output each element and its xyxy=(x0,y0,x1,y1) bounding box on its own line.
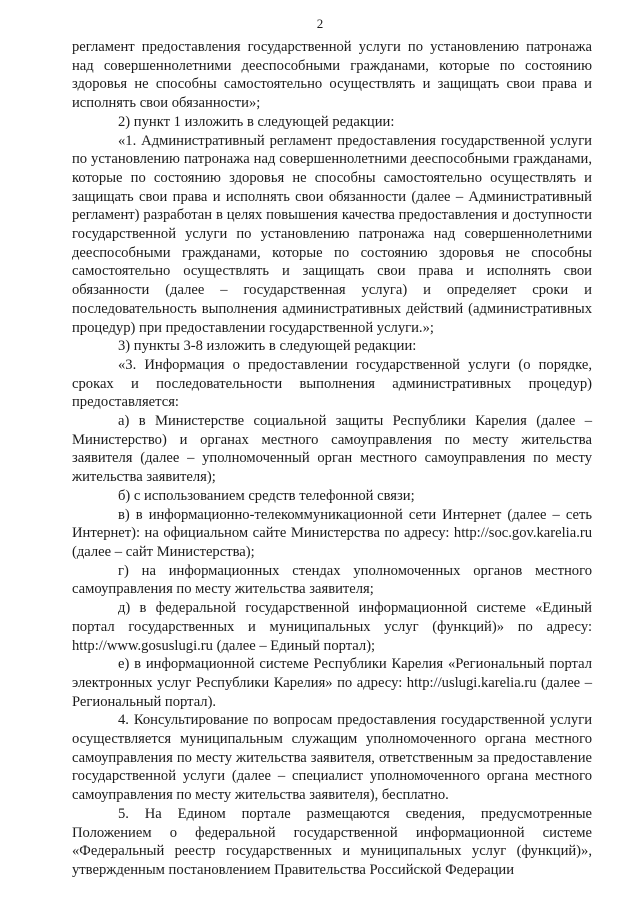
paragraph-item-2-heading: 2) пункт 1 изложить в следующей редакции: xyxy=(118,113,395,130)
paragraph-clause-5: 5. На Едином портале размещаются сведения, предусмотренные Положением о федеральной государственной информационной системе «Федеральный реестр государственных и муниципальных услуг (функций)», утвержденным постановлением Правительства Российской Федерации xyxy=(72,805,592,878)
paragraph-subitem-v: в) в информационно-телекоммуникационной сети Интернет (далее – сеть Интернет): на официальном сайте Министерства по адресу: http://soc.gov.karelia.ru (далее – сайт Министерства); xyxy=(72,506,592,560)
document-body xyxy=(72,38,592,880)
paragraph-clause-4: 4. Консультирование по вопросам предоставления государственной услуги осуществляется муниципальным служащим уполномоченного органа местного самоуправления по месту жительства заявителя, ответственным за предоставление государственной услуги (далее – специалист уполномоченного органа местного самоуправления по месту жительства заявителя), бесплатно. xyxy=(72,712,592,804)
paragraph-subitem-d: д) в федеральной государственной информационной системе «Единый портал государственных и муниципальных услуг (функций)» по адресу: http://www.gosuslugi.ru (далее – Единый портал); xyxy=(72,600,592,654)
page-number: 2 xyxy=(316,16,324,31)
paragraph-item-3-heading: 3) пункты 3-8 изложить в следующей редакции: xyxy=(118,338,417,355)
paragraph-subitem-g: г) на информационных стендах уполномоченных органов местного самоуправления по месту жительства заявителя; xyxy=(72,562,592,598)
paragraph-subitem-e: е) в информационной системе Республики Карелия «Региональный портал электронных услуг Республики Карелия» по адресу: http://uslugi.karelia.ru (далее – Региональный портал). xyxy=(72,656,592,710)
paragraph-subitem-b: б) с использованием средств телефонной связи; xyxy=(118,487,415,504)
paragraph-subitem-a: а) в Министерстве социальной защиты Республики Карелия (далее – Министерство) и органах местного самоуправления по месту жительства заявителя (далее – уполномоченный орган местного самоуправления по месту жительства заявителя); xyxy=(72,413,592,486)
paragraph-clause-3: «3. Информация о предоставлении государственной услуги (о порядке, сроках и последовательности выполнения административных процедур) предоставляется: xyxy=(72,356,592,411)
paragraph-clause-1: «1. Административный регламент предоставления государственной услуги по установлению патронажа над совершеннолетними дееспособными гражданами, которые по состоянию здоровья не способны самостоятельно осуществлять и защищать свои права и исполнять свои обязанности (далее – Административный регламент) разработан в целях повышения качества предоставления и доступности государственной услуги по установлению патронажа над совершеннолетними дееспособными гражданами, которые по состоянию здоровья не способны самостоятельно осуществлять и защищать свои права и исполнять свои обязанности (далее – государственная услуга) и определяет сроки и последовательность выполнения административных действий (административных процедур) при предоставлении государственной услуги.»; xyxy=(72,132,592,336)
paragraph-continuation: регламент предоставления государственной услуги по установлению патронажа над совершеннолетними дееспособными гражданами, которые по состоянию здоровья не способны самостоятельно осуществлять и защищать свои права и исполнять свои обязанности»; xyxy=(72,39,592,112)
